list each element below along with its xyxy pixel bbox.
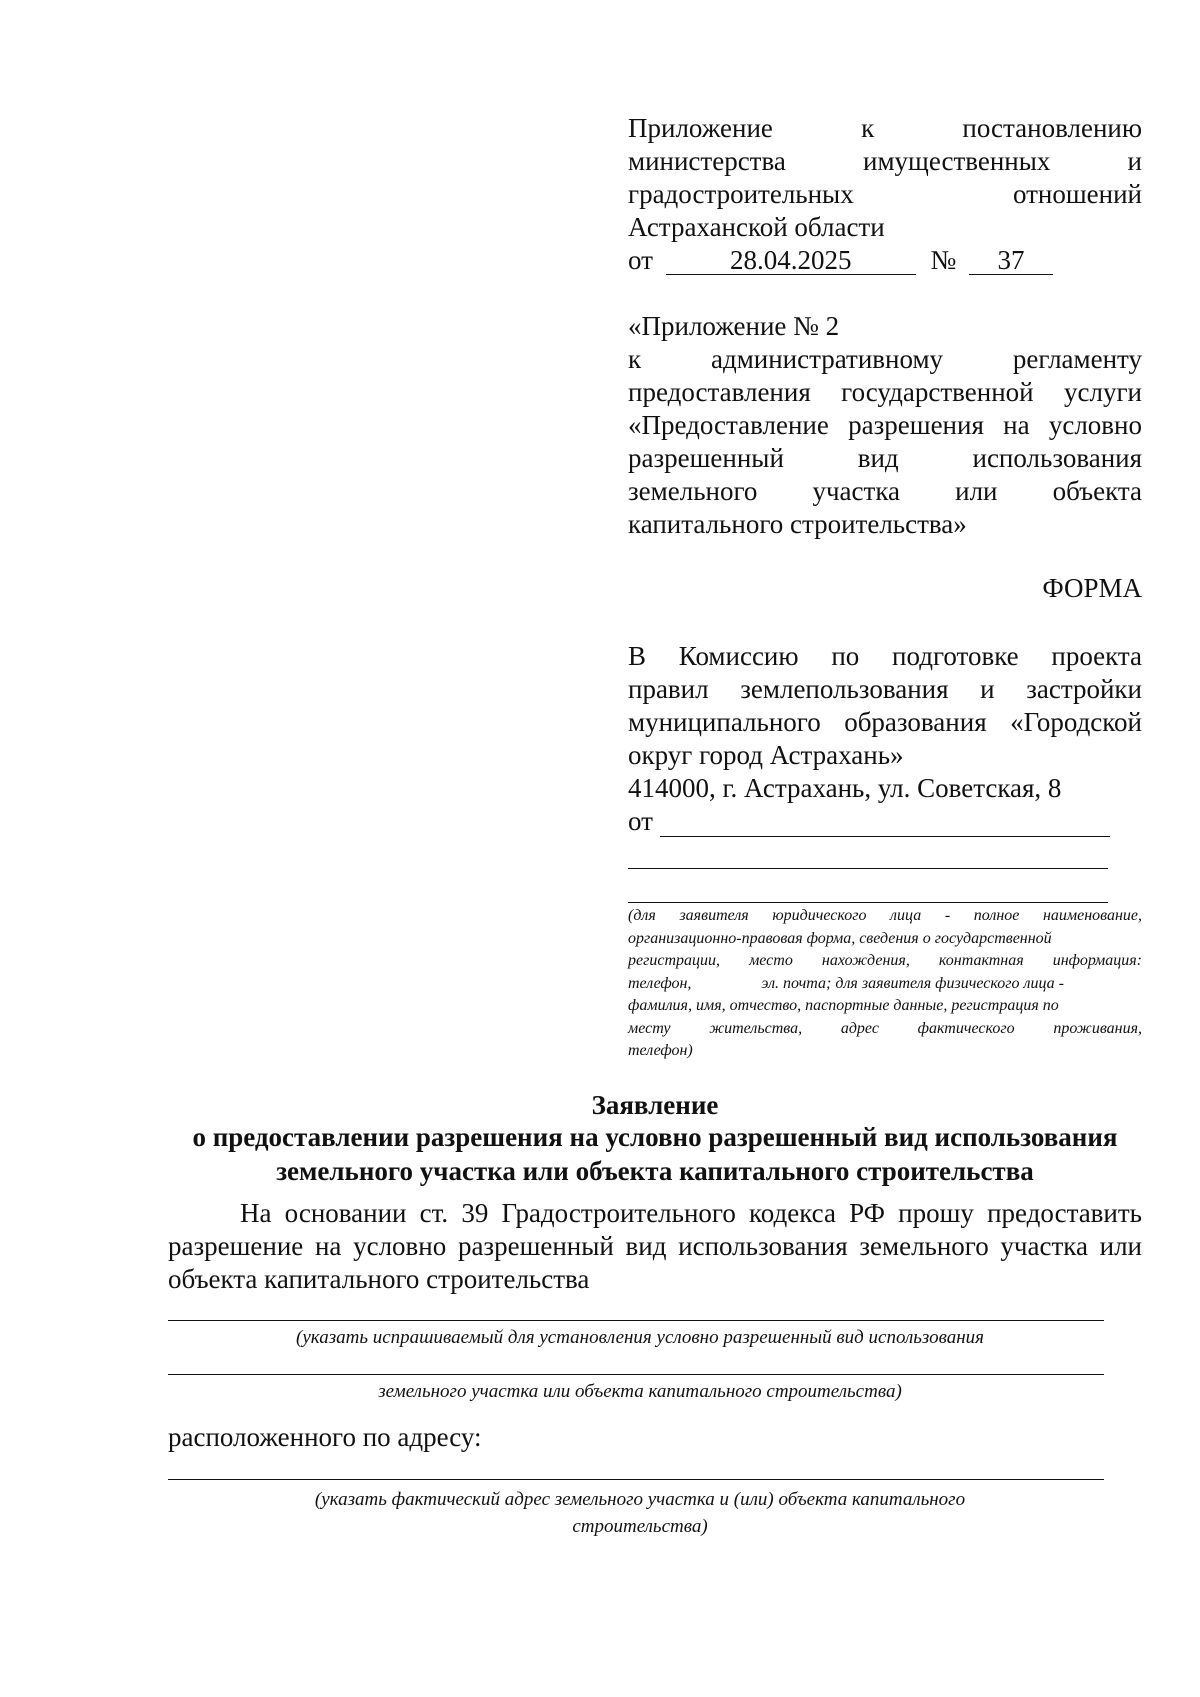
from-label: от [628, 245, 653, 275]
form-label: ФОРМА [1042, 573, 1142, 603]
addressee-line-4: округ город Астрахань» [628, 740, 904, 770]
regulation-line-2: к административному регламенту [628, 344, 1142, 374]
regulation-reference [628, 310, 1142, 541]
appendix-date-line [628, 244, 1142, 277]
addressee-line-1: В Комиссию по подготовке проекта [628, 641, 1143, 671]
requested-use-field-line-2[interactable] [168, 1374, 1104, 1375]
applicant-hint: (для заявителя юридического лица - полное наименование, организационно-правовая форма, сведения о государственной регистрации, место нахождения, контактная информация: телефон, эл. почта; для заявителя физического лица - фамилия, имя, отчество, паспортные данные, регистрация по месту жительства, адрес фактического проживания, телефон) [628, 907, 1143, 1059]
applicant-from-line [628, 805, 1142, 838]
regulation-line-3: предоставления государственной услуги [628, 377, 1142, 407]
appendix-header-line-4: Астраханской области [628, 212, 885, 242]
address-field-line[interactable] [168, 1479, 1104, 1480]
address-label: расположенного по адресу: [168, 1422, 482, 1452]
applicant-field-line-1[interactable] [660, 836, 1110, 837]
appendix-header-line-2: министерства имущественных и [628, 146, 1142, 176]
requested-use-field-line-1[interactable] [168, 1320, 1104, 1321]
date-field: 28.04.2025 [666, 244, 916, 275]
applicant-field-line-2[interactable] [628, 868, 1108, 869]
appendix-header-line-1: Приложение к постановлению [628, 113, 1143, 143]
requested-use-hint: (указать испрашиваемый для установления условно разрешенный вид использования [296, 1327, 984, 1348]
regulation-line-4: «Предоставление разрешения на условно [628, 410, 1142, 440]
regulation-line-6: земельного участка или объекта [628, 476, 1142, 506]
number-field: 37 [969, 244, 1053, 275]
appendix-header [628, 112, 1142, 277]
statement-title: Заявление [591, 1090, 719, 1120]
requested-use-hint-2: земельного участка или объекта капитального строительства) [378, 1381, 902, 1402]
regulation-line-5: разрешенный вид использования [628, 443, 1143, 473]
addressee-line-2: правил землепользования и застройки [628, 674, 1142, 704]
applicant-field-line-3[interactable] [628, 902, 1108, 903]
address-hint: (указать фактический адрес земельного участка и (или) объекта капитального строительства) [314, 1489, 966, 1537]
number-label: № [930, 245, 957, 275]
statement-subtitle: о предоставлении разрешения на условно разрешенный вид использования земельного участка или объекта капитального строительства [192, 1122, 1118, 1186]
appendix-header-line-3: градостроительных отношений [628, 179, 1142, 209]
applicant-from-label: от [628, 806, 653, 836]
statement-paragraph: На основании ст. 39 Градостроительного кодекса РФ прошу предоставить разрешение на условно разрешенный вид использования земельного участка или объекта капитального строительства [168, 1198, 1142, 1294]
addressee-line-3: муниципального образования «Городской [628, 707, 1142, 737]
regulation-line-7: капитального строительства» [628, 509, 967, 539]
regulation-line-1: «Приложение № 2 [628, 311, 840, 341]
addressee-address: 414000, г. Астрахань, ул. Советская, 8 [628, 773, 1062, 803]
addressee-block [628, 640, 1142, 838]
